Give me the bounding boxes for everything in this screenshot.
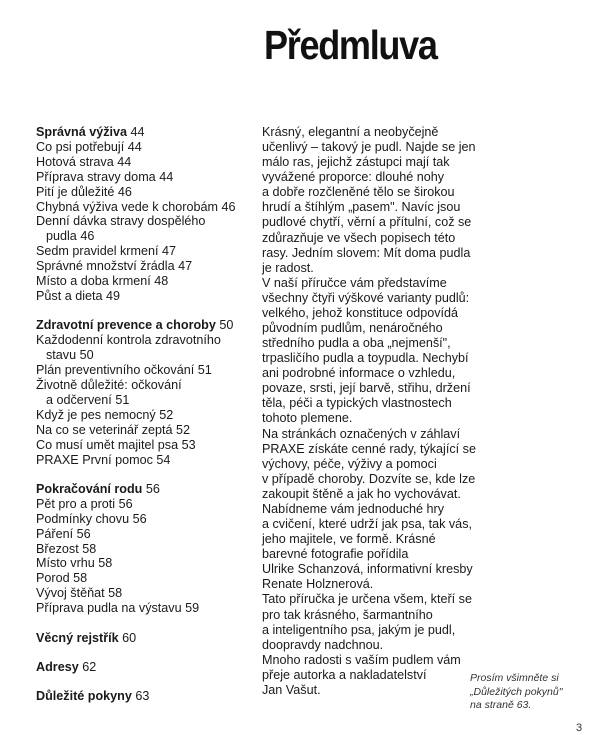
preface-line: Jan Vašut. (262, 682, 321, 697)
toc-page-number: 58 (98, 556, 113, 571)
toc-item (36, 289, 236, 304)
toc-item-title: Co psi potřebují (36, 139, 125, 154)
toc-heading-title: Pokračování rodu (36, 481, 143, 496)
toc-heading (36, 482, 236, 497)
toc-item-title: Místo vrhu (36, 556, 95, 571)
preface-line: zakoupit štěně a jak ho vychovávat. (262, 486, 461, 501)
preface-line: pro tak krásného, šarmantního (262, 607, 433, 622)
toc-item-title: Půst a dieta (36, 288, 103, 303)
toc-page-number: 52 (159, 407, 174, 422)
toc-page-number: 56 (132, 511, 147, 526)
toc-item (36, 438, 236, 453)
preface-line: výchovy, péče, výživy a pomoci (262, 456, 437, 471)
preface-line: tohoto plemene. (262, 411, 353, 426)
toc-item-title: Podmínky chovu (36, 511, 130, 526)
toc-page-number: 58 (73, 571, 88, 586)
toc-section (36, 482, 236, 616)
preface-line: zdůrazňuje ve všech popisech této (262, 230, 456, 245)
toc-section (36, 660, 236, 675)
preface-line: těla, péči a typických vlastnostech (262, 396, 452, 411)
toc-item (36, 571, 236, 586)
preface-line: hrudí a štíhlým „pasem". Navíc jsou (262, 200, 461, 215)
toc-item-title: Sedm pravidel krmení (36, 244, 159, 259)
toc-item (36, 274, 236, 289)
toc-item-title: Na co se veterinář zeptá (36, 422, 173, 437)
preface-line: Tato příručka je určena všem, kteří se (262, 592, 472, 607)
toc-heading (36, 318, 236, 333)
toc-item-title: Správné množství žrádla (36, 259, 175, 274)
toc-item (36, 170, 236, 185)
toc-page-number: 52 (176, 422, 191, 437)
toc-item-continuation (36, 393, 236, 408)
toc-item (36, 185, 236, 200)
side-note-line: „Důležitých pokynů" (470, 685, 563, 698)
toc-item (36, 497, 236, 512)
toc-page-number: 49 (106, 288, 121, 303)
toc-item (36, 363, 236, 378)
preface-line: je radost. (262, 260, 314, 275)
toc-heading (36, 689, 236, 704)
toc-item (36, 453, 236, 468)
preface-line: Mnoho radosti s vaším pudlem vám (262, 652, 461, 667)
toc-item (36, 214, 236, 244)
table-of-contents (36, 125, 236, 704)
toc-page-number: 59 (185, 601, 200, 616)
toc-page-number: 62 (82, 660, 97, 674)
preface-text (262, 125, 476, 698)
toc-page-number: 58 (108, 586, 123, 601)
side-note-line: na straně 63. (470, 699, 532, 711)
toc-item-title: Pití je důležité (36, 184, 115, 199)
preface-line: rasy. Jedním slovem: Mít doma pudla (262, 245, 471, 260)
toc-item-continuation (36, 229, 236, 244)
toc-item-title: Příprava pudla na výstavu (36, 601, 182, 616)
toc-item (36, 586, 236, 601)
preface-line: jeho majitele, ve formě. Krásné (262, 532, 436, 547)
preface-line: vyvážené proporce: dlouhé nohy (262, 170, 445, 185)
preface-line: a dobře rozčleněné tělo se širokou (262, 185, 455, 200)
toc-page-number: 46 (80, 229, 95, 244)
toc-heading-title: Správná výživa (36, 125, 128, 139)
toc-page-number: 44 (130, 125, 145, 139)
toc-item-title: Životně důležité: očkování (36, 378, 182, 392)
preface-line: Renate Holznerová. (262, 577, 374, 592)
preface-line: PRAXE získáte cenné rady, týkající se (262, 441, 476, 456)
preface-line: V naší příručce vám představíme (262, 275, 447, 290)
side-note (470, 672, 562, 713)
toc-item-title: Březost (36, 541, 79, 556)
toc-page-number: 51 (115, 392, 130, 407)
preface-line: Na stránkách označených v záhlaví (262, 426, 461, 441)
toc-section (36, 631, 236, 646)
toc-item (36, 259, 236, 274)
preface-line: přeje autorka a nakladatelství (262, 667, 427, 682)
toc-section (36, 318, 236, 467)
toc-item-title: Příprava stravy doma (36, 169, 156, 184)
toc-heading (36, 631, 236, 646)
toc-page-number: 60 (122, 630, 137, 645)
toc-page-number: 44 (117, 154, 132, 169)
toc-page-number: 53 (181, 437, 196, 452)
toc-item (36, 244, 236, 259)
toc-item-continuation (36, 348, 236, 363)
toc-item-title: Vývoj štěňat (36, 586, 105, 601)
toc-page-number: 56 (145, 481, 160, 496)
toc-item-title-cont: pudla (46, 229, 77, 244)
toc-item-title: PRAXE První pomoc (36, 452, 153, 467)
preface-line: původním pudlům, nenáročného (262, 321, 443, 336)
toc-heading-title: Adresy (36, 660, 79, 674)
toc-page-number: 47 (178, 259, 193, 274)
preface-line: všechny čtyři výškové varianty pudlů: (262, 290, 470, 305)
preface-line: barevné fotografie pořídila (262, 547, 409, 562)
toc-item (36, 378, 236, 408)
toc-item-title: Plán preventivního očkování (36, 363, 195, 378)
toc-page-number: 44 (127, 139, 142, 154)
toc-item (36, 527, 236, 542)
toc-item-title: Denní dávka stravy dospělého (36, 214, 206, 229)
toc-page-number: 47 (162, 244, 177, 259)
toc-item-title: Každodenní kontrola zdravotního (36, 333, 221, 348)
toc-page-number: 46 (221, 199, 236, 214)
toc-section (36, 125, 236, 304)
preface-line: Nabídneme vám jednoduché hry (262, 501, 445, 516)
toc-item (36, 601, 236, 616)
preface-line: doopravdy nadchnou. (262, 637, 384, 652)
page-number: 3 (576, 722, 583, 734)
toc-page-number: 58 (82, 541, 97, 556)
toc-item (36, 423, 236, 438)
toc-section (36, 689, 236, 704)
toc-heading (36, 660, 236, 675)
toc-heading-title: Zdravotní prevence a choroby (36, 318, 216, 333)
page-title: Předmluva (264, 22, 437, 68)
toc-page-number: 44 (159, 169, 174, 184)
toc-item (36, 542, 236, 557)
toc-item (36, 408, 236, 423)
preface-line: trpasličího pudla a toypudla. Nechybí (262, 351, 469, 366)
preface-line: povaze, srsti, její barvě, střihu, držení (262, 381, 471, 396)
preface-line: a inteligentního psa, jakým je pudl, (262, 622, 456, 637)
toc-page-number: 48 (154, 274, 169, 289)
toc-page-number: 63 (135, 689, 150, 704)
side-note-line: Prosím všimněte si (470, 672, 559, 684)
toc-item-title: Místo a doba krmení (36, 274, 151, 289)
toc-item (36, 512, 236, 527)
preface-line: Krásný, elegantní a neobyčejně (262, 125, 439, 139)
toc-heading-title: Důležité pokyny (36, 689, 132, 704)
toc-item-title: Porod (36, 571, 70, 586)
preface-line: ani podrobné informace o vzhledu, (262, 366, 456, 381)
toc-heading-title: Věcný rejstřík (36, 630, 119, 645)
toc-item-title-cont: a odčervení (46, 392, 112, 407)
preface-line: Ulrike Schanzová, informativní kresby (262, 562, 473, 577)
toc-page-number: 56 (76, 526, 91, 541)
preface-line: velkého, jehož konstituce odpovídá (262, 305, 459, 320)
preface-line: málo ras, jejichž zástupci mají tak (262, 155, 450, 170)
toc-item (36, 556, 236, 571)
toc-page-number: 51 (197, 363, 212, 378)
toc-item (36, 200, 236, 215)
toc-item-title: Co musí umět majitel psa (36, 437, 179, 452)
toc-heading (36, 125, 236, 140)
preface-line: a cvičení, které udrží jak psa, tak vás, (262, 517, 472, 532)
toc-item-title: Páření (36, 526, 74, 541)
toc-item (36, 333, 236, 363)
preface-line: středního pudla a oba „nejmenší", (262, 336, 451, 351)
toc-item-title: Chybná výživa vede k chorobám (36, 199, 219, 214)
toc-item (36, 155, 236, 170)
toc-page-number: 54 (156, 452, 171, 467)
preface-line: učenlivý – takový je pudl. Najde se jen (262, 140, 476, 155)
toc-item-title-cont: stavu (46, 348, 77, 363)
toc-item-title: Pět pro a proti (36, 496, 116, 511)
toc-page-number: 56 (118, 496, 133, 511)
toc-item (36, 140, 236, 155)
toc-item-title: Hotová strava (36, 154, 114, 169)
toc-page-number: 50 (79, 348, 94, 363)
toc-page-number: 50 (219, 318, 234, 333)
preface-line: v případě choroby. Dozvíte se, kde lze (262, 471, 476, 486)
preface-line: pudlové chytří, věrní a přítulní, což se (262, 215, 472, 230)
toc-item-title: Když je pes nemocný (36, 407, 156, 422)
toc-page-number: 46 (117, 184, 132, 199)
